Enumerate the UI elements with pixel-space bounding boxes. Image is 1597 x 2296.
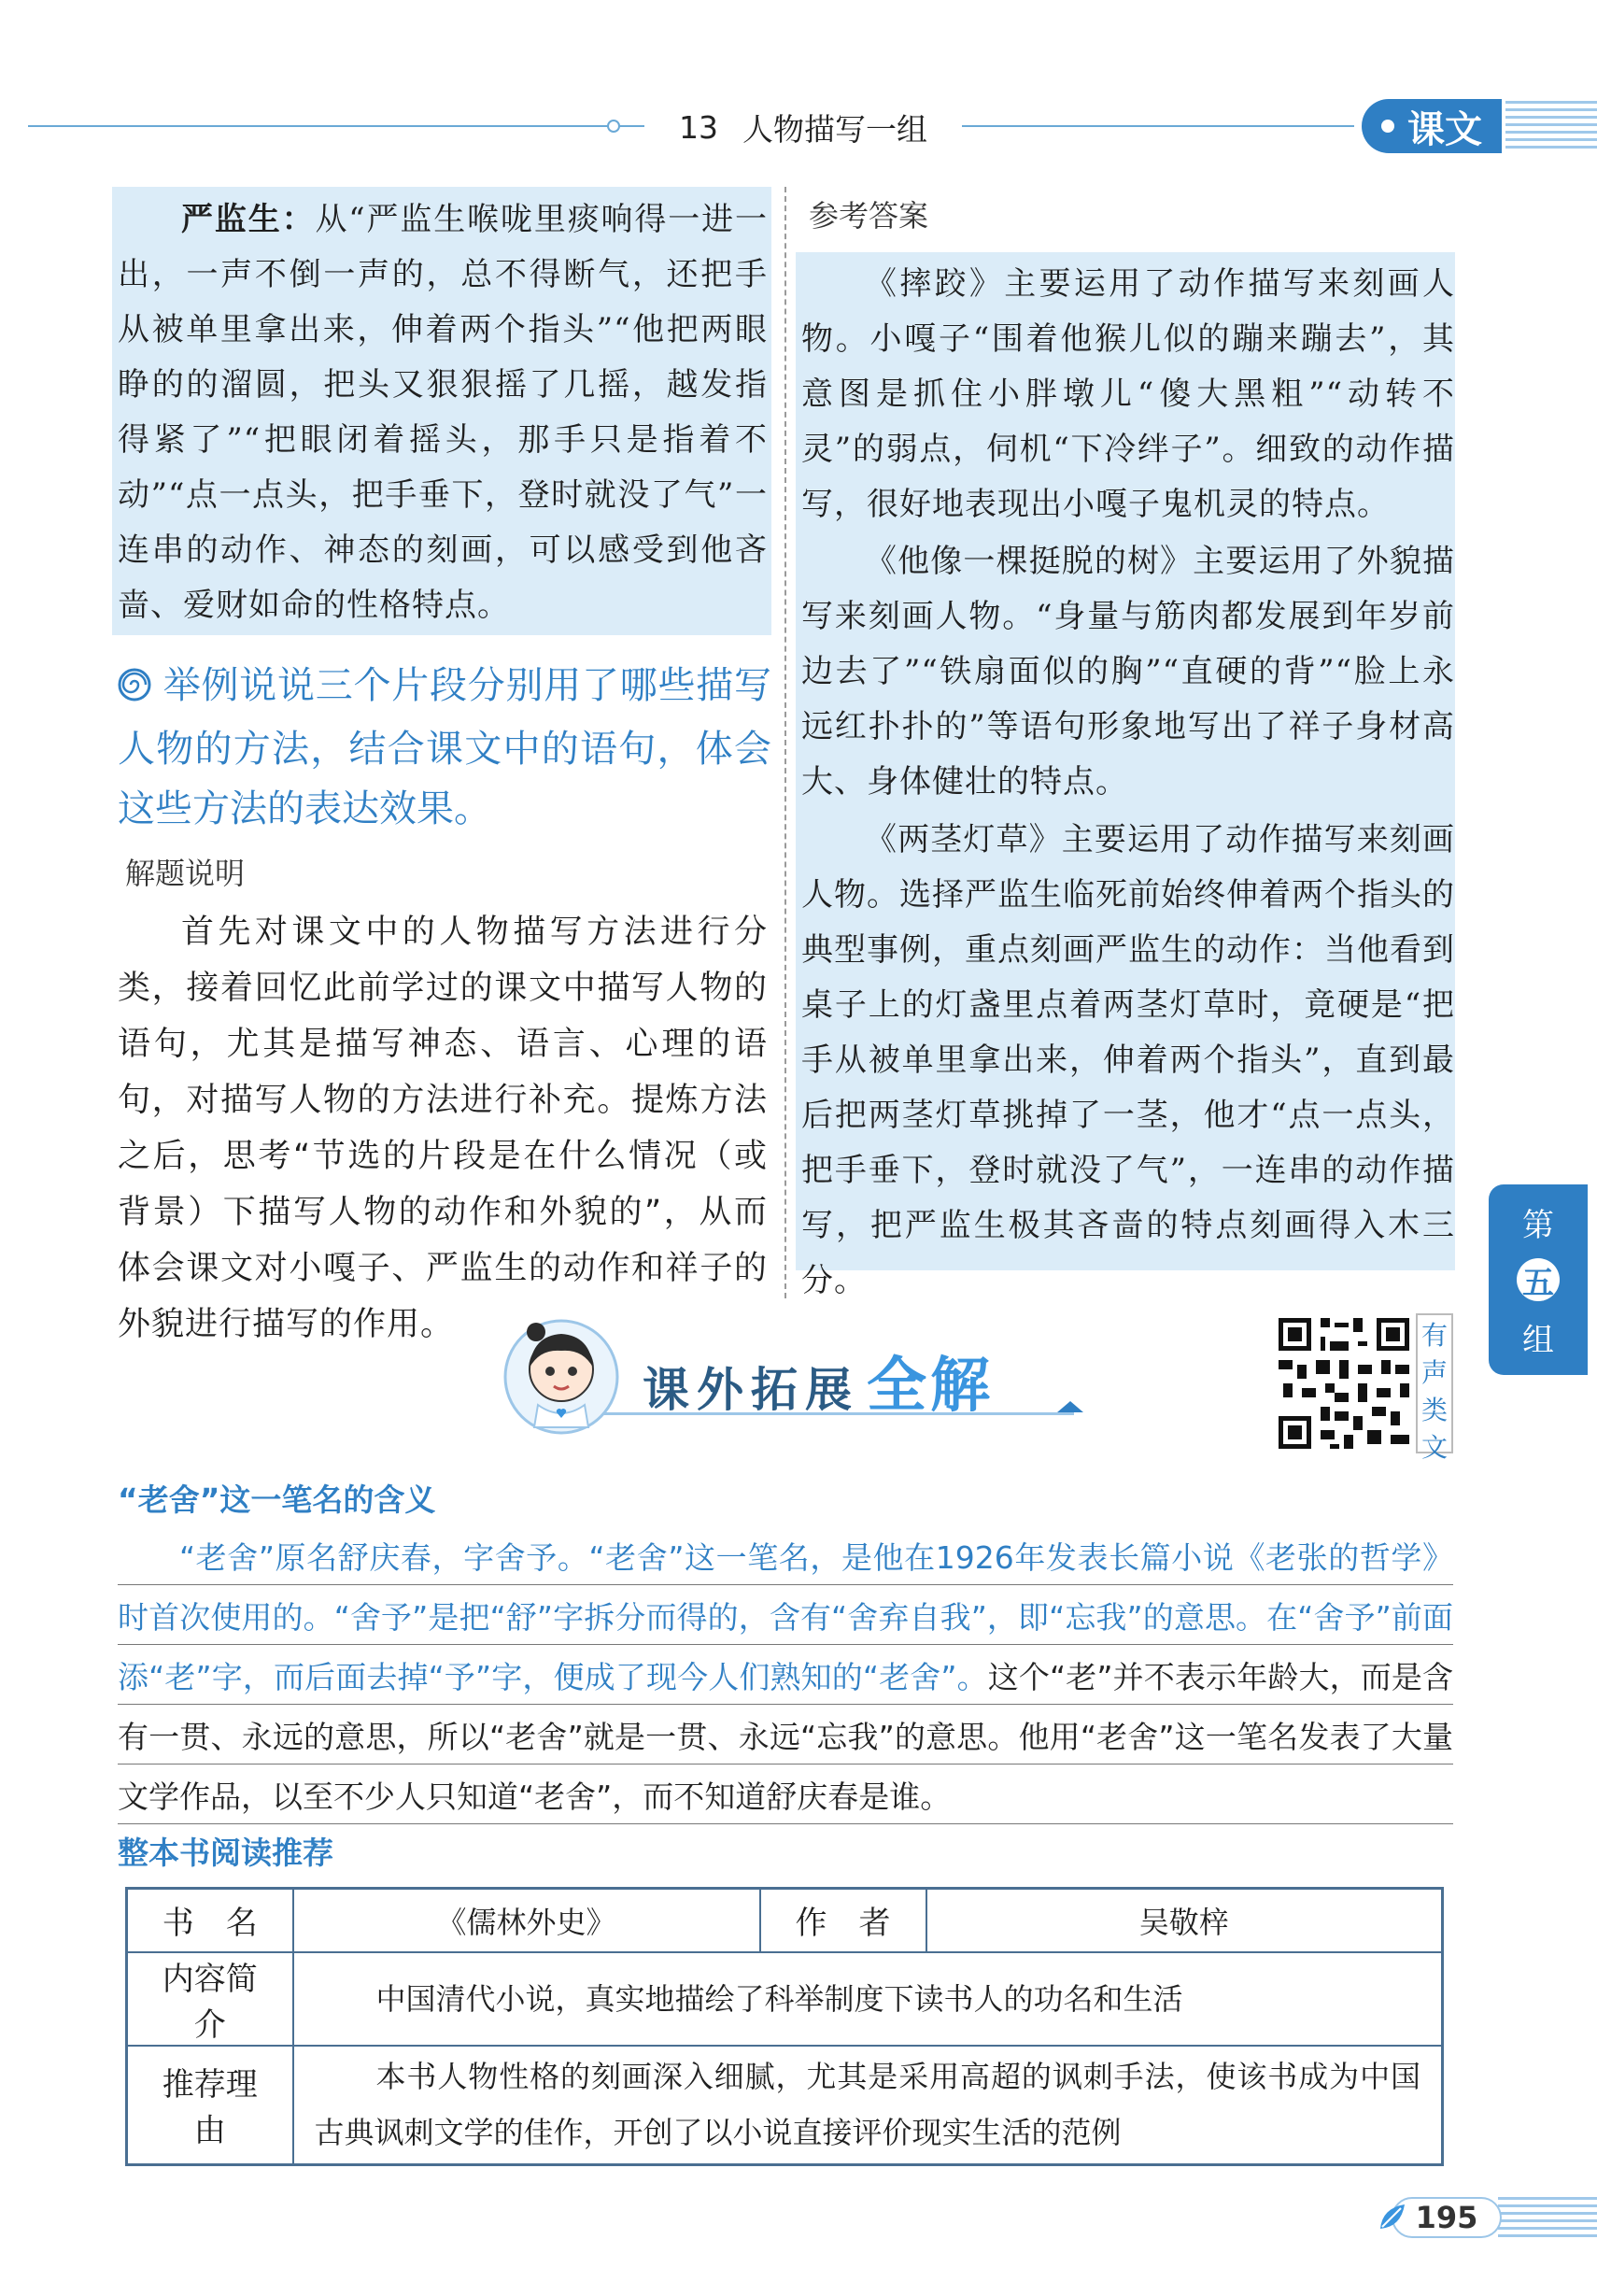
laoshe-section-title: “老舍”这一笔名的含义 <box>118 1481 436 1518</box>
laoshe-black-text: 这个“老”并不表示年龄大，而是含有一贯、永远的意思，所以“老舍”就是一贯、永远“忘我”的意思。他用“老舍”这一笔名发表了大量文学作品，以至不少人只知道“老舍”，而不知道舒庆春是谁。 <box>118 1659 1454 1815</box>
column-divider <box>784 187 786 1298</box>
running-header <box>644 105 962 149</box>
spiral-icon <box>118 659 151 719</box>
question-block <box>118 656 771 839</box>
table-row <box>127 2046 1443 2165</box>
book-recommendation-table <box>125 1887 1444 2166</box>
qr-label-char: 有 <box>1420 1320 1448 1351</box>
banner-triangle-icon <box>1057 1401 1083 1412</box>
yan-lead: 严监生： <box>181 201 316 238</box>
summary-value: 中国清代小说，真实地描绘了科举制度下读书人的功名和生活 <box>293 1952 1443 2046</box>
book-name-header: 书 名 <box>127 1889 293 1952</box>
header-stripes <box>1505 101 1597 149</box>
author-value: 吴敬梓 <box>926 1889 1443 1952</box>
lesson-number: 13 <box>679 108 718 146</box>
yan-body: 从“严监生喉咙里痰响得一进一出，一声不倒一声的，总不得断气，还把手从被单里拿出来，伸着两个指头”“他把两眼睁的的溜圆，把头又狠狠摇了几摇，越发指得紧了”“把眼闭着摇头，那手只是指着不动”“点一点头，把手垂下，登时就没了气”一连串的动作、神态的刻画，可以感受到他吝啬、爱财如命的性格特点。 <box>118 201 768 624</box>
author-header: 作 者 <box>760 1889 926 1952</box>
side-tab-top: 第 <box>1522 1207 1554 1244</box>
banner-title <box>643 1338 994 1424</box>
table-row <box>127 1889 1443 1952</box>
banner-title-small: 课外拓展 <box>643 1363 859 1417</box>
book-name-value: 《儒林外史》 <box>293 1889 760 1952</box>
reason-header: 推荐理由 <box>127 2046 293 2165</box>
section-badge <box>1362 99 1502 153</box>
unit-side-tab <box>1489 1184 1588 1375</box>
laoshe-blue-text: “老舍”原名舒庆春，字舍予。“老舍”这一笔名，是他在1926年发表长篇小说《老张的哲学》时首次使用的。“舍予”是把“舒”字拆分而得的，含有“舍弃自我”，即“忘我”的意思。在“舍予”前面添“老”字，而后面去掉“予”字，便成了现今人们熟知的“老舍”。 <box>118 1539 1453 1695</box>
answer-label: 参考答案 <box>809 198 929 234</box>
girl-mascot-icon <box>499 1311 624 1437</box>
footer-stripes <box>1498 2197 1597 2238</box>
explain-label: 解题说明 <box>125 856 246 891</box>
laoshe-paragraph <box>118 1528 1453 1827</box>
yan-analysis-paragraph <box>118 192 768 633</box>
lesson-title: 人物描写一组 <box>742 110 927 148</box>
qr-label-char: 声 <box>1420 1357 1448 1388</box>
question-text: 举例说说三个片段分别用了哪些描写人物的方法，结合课文中的语句，体会这些方法的表达效果。 <box>118 664 771 830</box>
explain-paragraph: 首先对课文中的人物描写方法进行分类，接着回忆此前学过的课文中描写人物的语句，尤其是描写神态、语言、心理的语句，对描写人物的方法进行补充。提炼方法之后，思考“节选的片段是在什么情况（或背景）下描写人物的动作和外貌的”，从而体会课文对小嘎子、严监生的动作和祥子的外貌进行描写的作用。 <box>118 914 768 1343</box>
page-number: 195 <box>1392 2197 1502 2238</box>
side-tab-bottom: 组 <box>1522 1322 1554 1359</box>
qr-code-icon[interactable] <box>1274 1313 1414 1453</box>
header-rule-dot-left <box>607 120 620 133</box>
qr-audio-label <box>1416 1313 1453 1463</box>
answer-paragraph-3: 《两茎灯草》主要运用了动作描写来刻画人物。选择严监生临死前始终伸着两个指头的典型事例，重点刻画严监生的动作：当他看到桌子上的灯盏里点着两茎灯草时，竟硬是“把手从被单里拿出来，伸着两个指头”，直到最后把两茎灯草挑掉了一茎，他才“点一点头，把手垂下，登时就没了气”，一连串的动作描写，把严监生极其吝啬的特点刻画得入木三分。 <box>801 821 1455 1299</box>
summary-header: 内容简介 <box>127 1952 293 2046</box>
qr-label-char: 文 <box>1420 1432 1448 1463</box>
qr-label-char: 类 <box>1420 1395 1448 1425</box>
leaf-icon <box>1377 2201 1408 2236</box>
banner-title-big: 全解 <box>867 1352 994 1421</box>
reading-section-title: 整本书阅读推荐 <box>118 1835 333 1871</box>
table-row <box>127 1952 1443 2046</box>
side-tab-number: 五 <box>1517 1258 1560 1301</box>
section-badge-label: 课文 <box>1407 107 1482 151</box>
badge-dot-icon <box>1381 120 1394 133</box>
answer-paragraph-1: 《摔跤》主要运用了动作描写来刻画人物。小嘎子“围着他猴儿似的蹦来蹦去”，其意图是抓住小胖墩儿“傻大黑粗”“动转不灵”的弱点，伺机“下冷绊子”。细致的动作描写，很好地表现出小嘎子鬼机灵的特点。 <box>801 265 1455 523</box>
reason-value: 本书人物性格的刻画深入细腻，尤其是采用高超的讽刺手法，使该书成为中国古典讽刺文学的佳作，开创了以小说直接评价现实生活的范例 <box>293 2046 1443 2165</box>
answer-paragraph-2: 《他像一棵挺脱的树》主要运用了外貌描写来刻画人物。“身量与筋肉都发展到年岁前边去了”“铁扇面似的胸”“直硬的背”“脸上永远红扑扑的”等语句形象地写出了祥子身材高大、身体健壮的特点。 <box>801 543 1455 801</box>
